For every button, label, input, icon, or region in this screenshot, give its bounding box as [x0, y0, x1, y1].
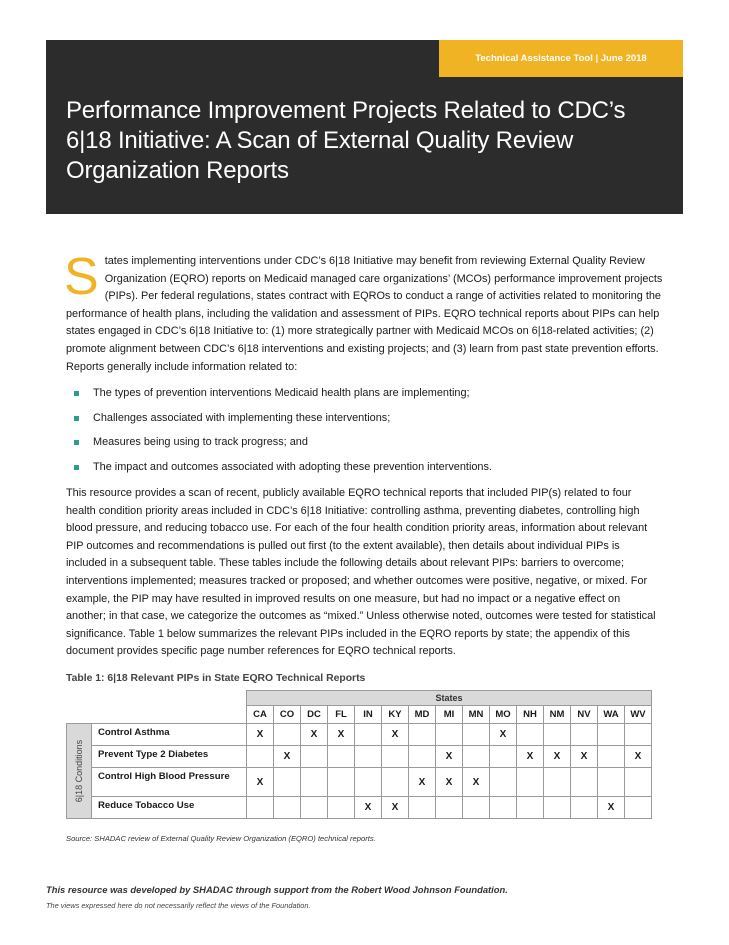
- table-cell: [463, 746, 490, 768]
- table-cell: [571, 797, 598, 819]
- table-cell: [355, 724, 382, 746]
- doc-type-badge: Technical Assistance Tool | June 2018: [439, 40, 683, 77]
- table-cell: [247, 797, 274, 819]
- state-column-header: DC: [301, 706, 328, 724]
- header-banner: [46, 40, 683, 214]
- table-cell: [436, 724, 463, 746]
- list-item: Challenges associated with implementing these interventions;: [66, 410, 663, 435]
- table-cell: X: [382, 797, 409, 819]
- table-cell: [247, 746, 274, 768]
- table-cell: [598, 768, 625, 797]
- table-cell: X: [247, 724, 274, 746]
- table-cell: X: [382, 724, 409, 746]
- table-cell: [598, 746, 625, 768]
- table-cell: X: [409, 768, 436, 797]
- state-column-header: KY: [382, 706, 409, 724]
- table-cell: X: [328, 724, 355, 746]
- condition-row-label: Control High Blood Pressure: [92, 768, 247, 797]
- table-cell: [571, 724, 598, 746]
- table-cell: [382, 746, 409, 768]
- condition-row-label: Prevent Type 2 Diabetes: [92, 746, 247, 768]
- table-cell: [517, 724, 544, 746]
- table-row: [67, 724, 652, 746]
- bullet-square-icon: [74, 440, 79, 445]
- drop-cap: S: [64, 248, 99, 306]
- table-cell: [301, 797, 328, 819]
- footer-disclaimer: The views expressed here do not necessarily reflect the views of the Foundation.: [46, 901, 311, 910]
- page-title: Performance Improvement Projects Related to CDC’s 6|18 Initiative: A Scan of External Quality Review Organization Reports: [66, 97, 626, 184]
- state-column-header: NH: [517, 706, 544, 724]
- table-row: [67, 768, 652, 797]
- state-column-header: MI: [436, 706, 463, 724]
- table-cell: [598, 724, 625, 746]
- table-cell: [490, 768, 517, 797]
- table-cell: [463, 797, 490, 819]
- list-item: Measures being using to track progress; and: [66, 434, 663, 459]
- table-cell: X: [301, 724, 328, 746]
- table-cell: [544, 797, 571, 819]
- table-cell: [409, 746, 436, 768]
- intro-text: tates implementing interventions under CDC’s 6|18 Initiative may benefit from reviewing External Quality Review Organization (EQRO) reports on Medicaid managed care organizations’ (MCOs) performance improvement projects (PIPs). Per federal regulations, states contract with EQROs to conduct a range of activities related to monitoring the performance of health plans, including the validation and assessment of PIPs. EQRO technical reports about PIPs can help states engaged in CDC’s 6|18 Initiative to: (1) more strategically partner with Medicaid MCOs on 6|18-related activities; (2) promote alignment between CDC’s 6|18 interventions and existing projects; and (3) learn from past state prevention efforts. Reports generally include information related to:: [66, 255, 663, 373]
- table-cell: [409, 724, 436, 746]
- conditions-side-label: [67, 724, 92, 819]
- table-caption: Table 1: 6|18 Relevant PIPs in State EQRO Technical Reports: [66, 673, 366, 684]
- table-cell: [409, 797, 436, 819]
- state-column-header: FL: [328, 706, 355, 724]
- bullet-square-icon: [74, 416, 79, 421]
- table-cell: [517, 797, 544, 819]
- table-cell: [544, 724, 571, 746]
- state-column-header: MN: [463, 706, 490, 724]
- table-cell: [517, 768, 544, 797]
- table-cell: X: [598, 797, 625, 819]
- table-cell: [328, 768, 355, 797]
- state-column-header: WA: [598, 706, 625, 724]
- bullet-list: [66, 385, 663, 483]
- table-cell: [571, 768, 598, 797]
- table-cell: X: [490, 724, 517, 746]
- table-cell: [625, 797, 652, 819]
- table-cell: X: [625, 746, 652, 768]
- table-cell: [463, 724, 490, 746]
- table-row: [67, 797, 652, 819]
- table-cell: [544, 768, 571, 797]
- table-cell: [355, 746, 382, 768]
- bullet-square-icon: [74, 465, 79, 470]
- table-row: [67, 746, 652, 768]
- table-cell: X: [247, 768, 274, 797]
- state-column-header: IN: [355, 706, 382, 724]
- table-cell: [301, 768, 328, 797]
- table-cell: [274, 797, 301, 819]
- table-cell: [382, 768, 409, 797]
- table-cell: [328, 797, 355, 819]
- list-item: The types of prevention interventions Medicaid health plans are implementing;: [66, 385, 663, 410]
- table-cell: [436, 797, 463, 819]
- table-cell: X: [436, 746, 463, 768]
- state-column-header: WV: [625, 706, 652, 724]
- condition-row-label: Reduce Tobacco Use: [92, 797, 247, 819]
- state-column-header: CO: [274, 706, 301, 724]
- table-cell: [301, 746, 328, 768]
- table-cell: [274, 724, 301, 746]
- table-cell: [490, 746, 517, 768]
- body-paragraph: This resource provides a scan of recent, publicly available EQRO technical reports that included PIP(s) related to four health condition priority areas included in CDC’s 6|18 Initiative: controlling asthma, preventing diabetes, controlling high blood pressure, and reducing tobacco use. For each of the four health condition priority areas, information about relevant PIP outcomes and recommendations is pulled out first (to the extent available), then details about individual PIPs is included in a subsequent table. These tables include the following details about relevant PIPs: barriers to overcome; interventions implemented; measures tracked or proposed; and whether outcomes were positive, negative, or mixed. For example, the PIP may have resulted in improved results on one measure, but had no impact or a negative effect on another; in that case, we categorize the outcomes as “mixed.” Unless otherwise noted, outcomes were tested for statistical significance. Table 1 below summarizes the relevant PIPs included in the EQRO reports by state; the appendix of this document provides specific page number references for EQRO technical reports.: [66, 487, 656, 658]
- table-source-note: Source: SHADAC review of External Quality Review Organization (EQRO) technical reports.: [66, 834, 376, 843]
- table-cell: X: [544, 746, 571, 768]
- state-column-header: CA: [247, 706, 274, 724]
- table-cell: X: [355, 797, 382, 819]
- state-column-header: NM: [544, 706, 571, 724]
- table-cell: [625, 768, 652, 797]
- table-cell: X: [463, 768, 490, 797]
- table-cell: [355, 768, 382, 797]
- states-header: States: [247, 691, 652, 706]
- condition-row-label: Control Asthma: [92, 724, 247, 746]
- table-cell: X: [274, 746, 301, 768]
- footer-credit: This resource was developed by SHADAC through support from the Robert Wood Johnson Foundation.: [46, 884, 508, 895]
- table-cell: X: [517, 746, 544, 768]
- state-column-header: MO: [490, 706, 517, 724]
- state-column-header: NV: [571, 706, 598, 724]
- pip-summary-table: [66, 690, 652, 819]
- bullet-square-icon: [74, 391, 79, 396]
- intro-paragraph: [64, 248, 663, 376]
- state-column-header: MD: [409, 706, 436, 724]
- conditions-side-text: 6|18 Conditions: [74, 739, 84, 803]
- table-cell: [274, 768, 301, 797]
- table-cell: X: [436, 768, 463, 797]
- list-item: The impact and outcomes associated with adopting these prevention interventions.: [66, 459, 663, 484]
- table-cell: X: [571, 746, 598, 768]
- table-cell: [490, 797, 517, 819]
- table-cell: [328, 746, 355, 768]
- table-cell: [625, 724, 652, 746]
